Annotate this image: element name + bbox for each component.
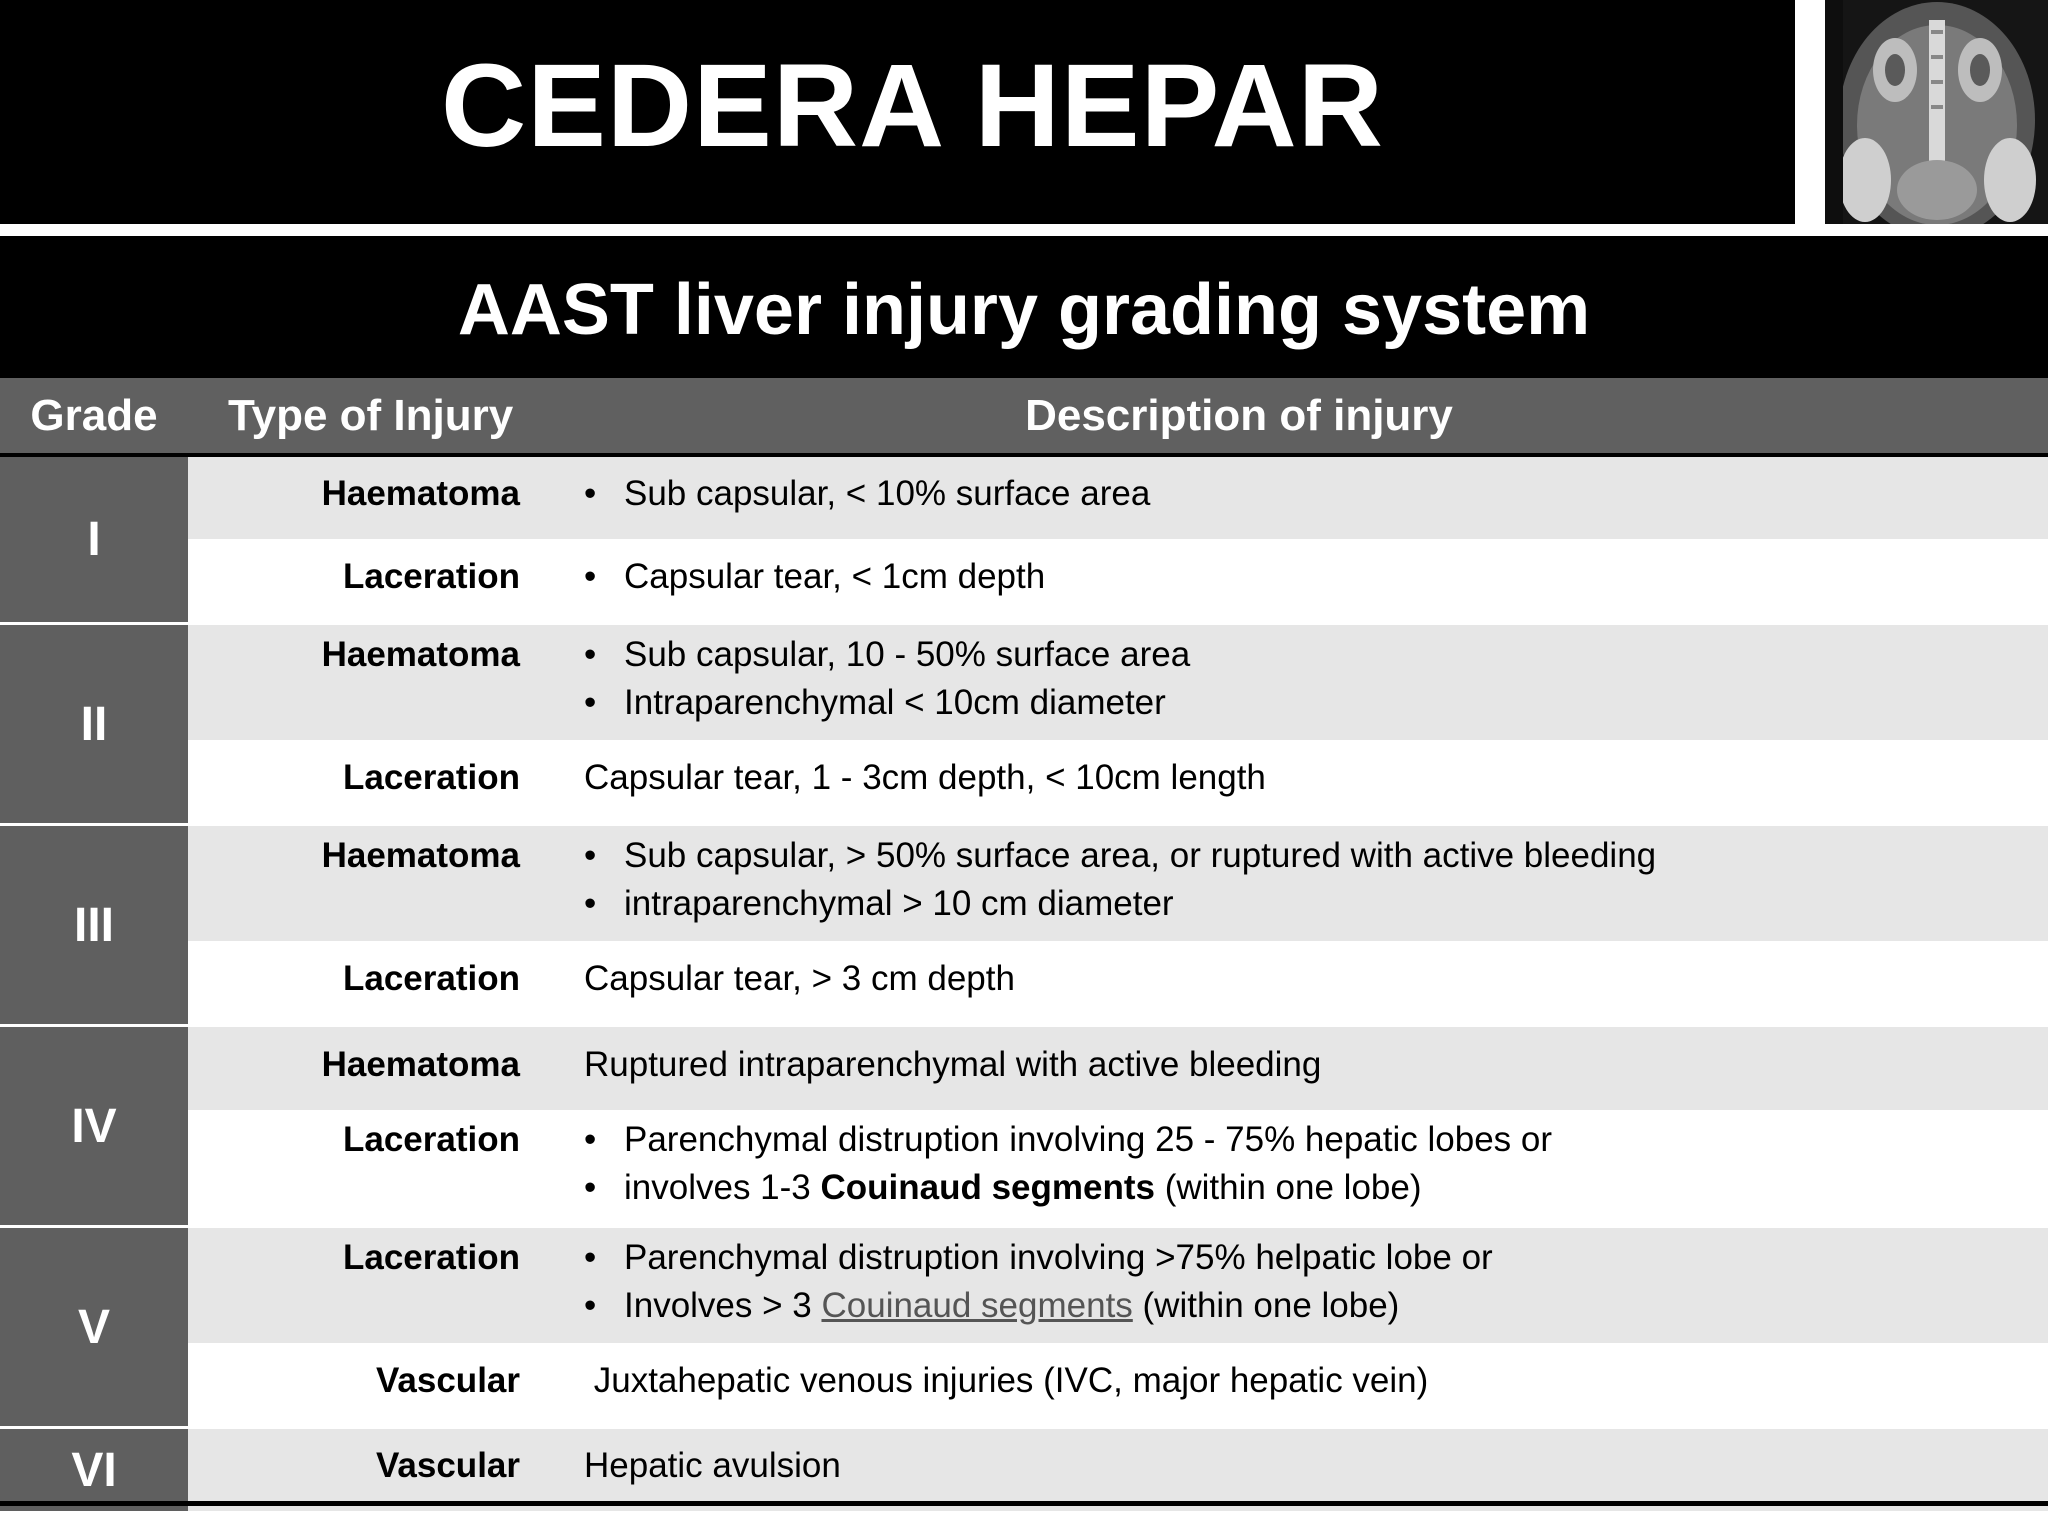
description-line xyxy=(584,679,2048,727)
grade-cell: III xyxy=(0,826,188,1024)
description-line xyxy=(584,1234,2048,1282)
injury-description xyxy=(560,1357,2048,1426)
table-row xyxy=(188,1110,2048,1225)
description-text: Sub capsular, > 50% surface area, or ruptured with active bleeding xyxy=(624,836,1657,875)
slide-title: CEDERA HEPAR xyxy=(441,40,1384,172)
description-text: Hepatic avulsion xyxy=(584,1446,841,1485)
table-row xyxy=(188,1228,2048,1343)
injury-type: Laceration xyxy=(343,758,520,797)
description-line xyxy=(584,1357,2048,1405)
description-line xyxy=(584,832,2048,880)
table-header xyxy=(0,378,2048,457)
grade-group xyxy=(0,1228,2048,1429)
table-body xyxy=(0,457,2048,1514)
bullet-icon: • xyxy=(584,1286,597,1325)
grade-group xyxy=(0,826,2048,1027)
grade-group xyxy=(0,1027,2048,1228)
injury-description xyxy=(560,1116,2048,1225)
injury-description xyxy=(560,1041,2048,1110)
bullet-icon: • xyxy=(584,836,597,875)
grade-cell: I xyxy=(0,457,188,622)
bullet-icon: • xyxy=(584,635,597,674)
couinaud-segments-link[interactable]: Couinaud segments xyxy=(821,1286,1133,1325)
bullet-icon: • xyxy=(584,1168,597,1207)
grade-group xyxy=(0,625,2048,826)
description-line xyxy=(584,470,2048,518)
injury-type: Laceration xyxy=(343,1238,520,1277)
description-text: Sub capsular, < 10% surface area xyxy=(624,474,1151,513)
injury-description xyxy=(560,754,2048,823)
grading-table xyxy=(0,378,2048,1514)
description-text: Juxtahepatic venous injuries (IVC, major hepatic vein) xyxy=(584,1361,1429,1400)
injury-description xyxy=(560,832,2048,941)
description-line xyxy=(584,1164,2048,1212)
injury-description xyxy=(560,955,2048,1024)
ct-scan-graphic xyxy=(1825,0,2048,224)
description-line xyxy=(584,1282,2048,1330)
bullet-icon: • xyxy=(584,683,597,722)
injury-description xyxy=(560,1234,2048,1343)
bullet-icon: • xyxy=(584,1238,597,1277)
description-text: Capsular tear, > 3 cm depth xyxy=(584,959,1015,998)
table-row xyxy=(188,740,2048,823)
header-description: Description of injury xyxy=(1025,390,1453,440)
table-row xyxy=(188,941,2048,1024)
slide-subtitle: AAST liver injury grading system xyxy=(457,270,1591,350)
injury-type: Haematoma xyxy=(321,1045,520,1084)
description-text: Capsular tear, < 1cm depth xyxy=(624,557,1046,596)
injury-description xyxy=(560,470,2048,539)
grade-cell: VI xyxy=(0,1429,188,1511)
description-line xyxy=(584,1041,2048,1089)
grade-cell: II xyxy=(0,625,188,823)
injury-type: Haematoma xyxy=(321,836,520,875)
table-row xyxy=(188,539,2048,622)
injury-type: Haematoma xyxy=(321,635,520,674)
injury-type: Haematoma xyxy=(321,474,520,513)
description-line xyxy=(584,754,2048,802)
description-text: Capsular tear, 1 - 3cm depth, < 10cm length xyxy=(584,758,1266,797)
table-row xyxy=(188,826,2048,941)
description-text: Sub capsular, 10 - 50% surface area xyxy=(624,635,1191,674)
injury-type: Laceration xyxy=(343,959,520,998)
table-row xyxy=(188,1343,2048,1426)
description-text: involves 1-3 Couinaud segments (within one lobe) xyxy=(624,1168,1422,1207)
description-line xyxy=(584,1116,2048,1164)
table-row xyxy=(188,1429,2048,1511)
injury-description xyxy=(560,553,2048,622)
injury-type: Laceration xyxy=(343,1120,520,1159)
injury-type: Vascular xyxy=(376,1361,520,1400)
injury-description xyxy=(560,631,2048,740)
bullet-icon: • xyxy=(584,557,597,596)
ct-scan-image xyxy=(1825,0,2048,224)
description-line xyxy=(584,553,2048,601)
header-grade: Grade xyxy=(30,390,158,440)
description-text: Involves > 3 Couinaud segments (within one lobe) xyxy=(624,1286,1400,1325)
description-line xyxy=(584,880,2048,928)
description-text: Parenchymal distruption involving >75% helpatic lobe or xyxy=(624,1238,1493,1277)
injury-type: Laceration xyxy=(343,557,520,596)
description-line xyxy=(584,955,2048,1003)
bullet-icon: • xyxy=(584,1120,597,1159)
bottom-rule xyxy=(0,1501,2048,1506)
description-text: Parenchymal distruption involving 25 - 75% hepatic lobes or xyxy=(624,1120,1553,1159)
bullet-icon: • xyxy=(584,884,597,923)
grade-group xyxy=(0,457,2048,625)
table-row xyxy=(188,457,2048,539)
description-line xyxy=(584,631,2048,679)
injury-type: Vascular xyxy=(376,1446,520,1485)
description-line xyxy=(584,1442,2048,1490)
table-row xyxy=(188,1027,2048,1110)
bullet-icon: • xyxy=(584,474,597,513)
title-bar xyxy=(0,0,1795,224)
description-text: Ruptured intraparenchymal with active bleeding xyxy=(584,1045,1322,1084)
header-type: Type of Injury xyxy=(228,390,514,440)
table-row xyxy=(188,625,2048,740)
description-text: intraparenchymal > 10 cm diameter xyxy=(624,884,1174,923)
grade-cell: IV xyxy=(0,1027,188,1225)
grade-cell: V xyxy=(0,1228,188,1426)
subtitle-bar xyxy=(0,236,2048,378)
description-text: Intraparenchymal < 10cm diameter xyxy=(624,683,1166,722)
emphasis-text: Couinaud segments xyxy=(820,1168,1155,1207)
